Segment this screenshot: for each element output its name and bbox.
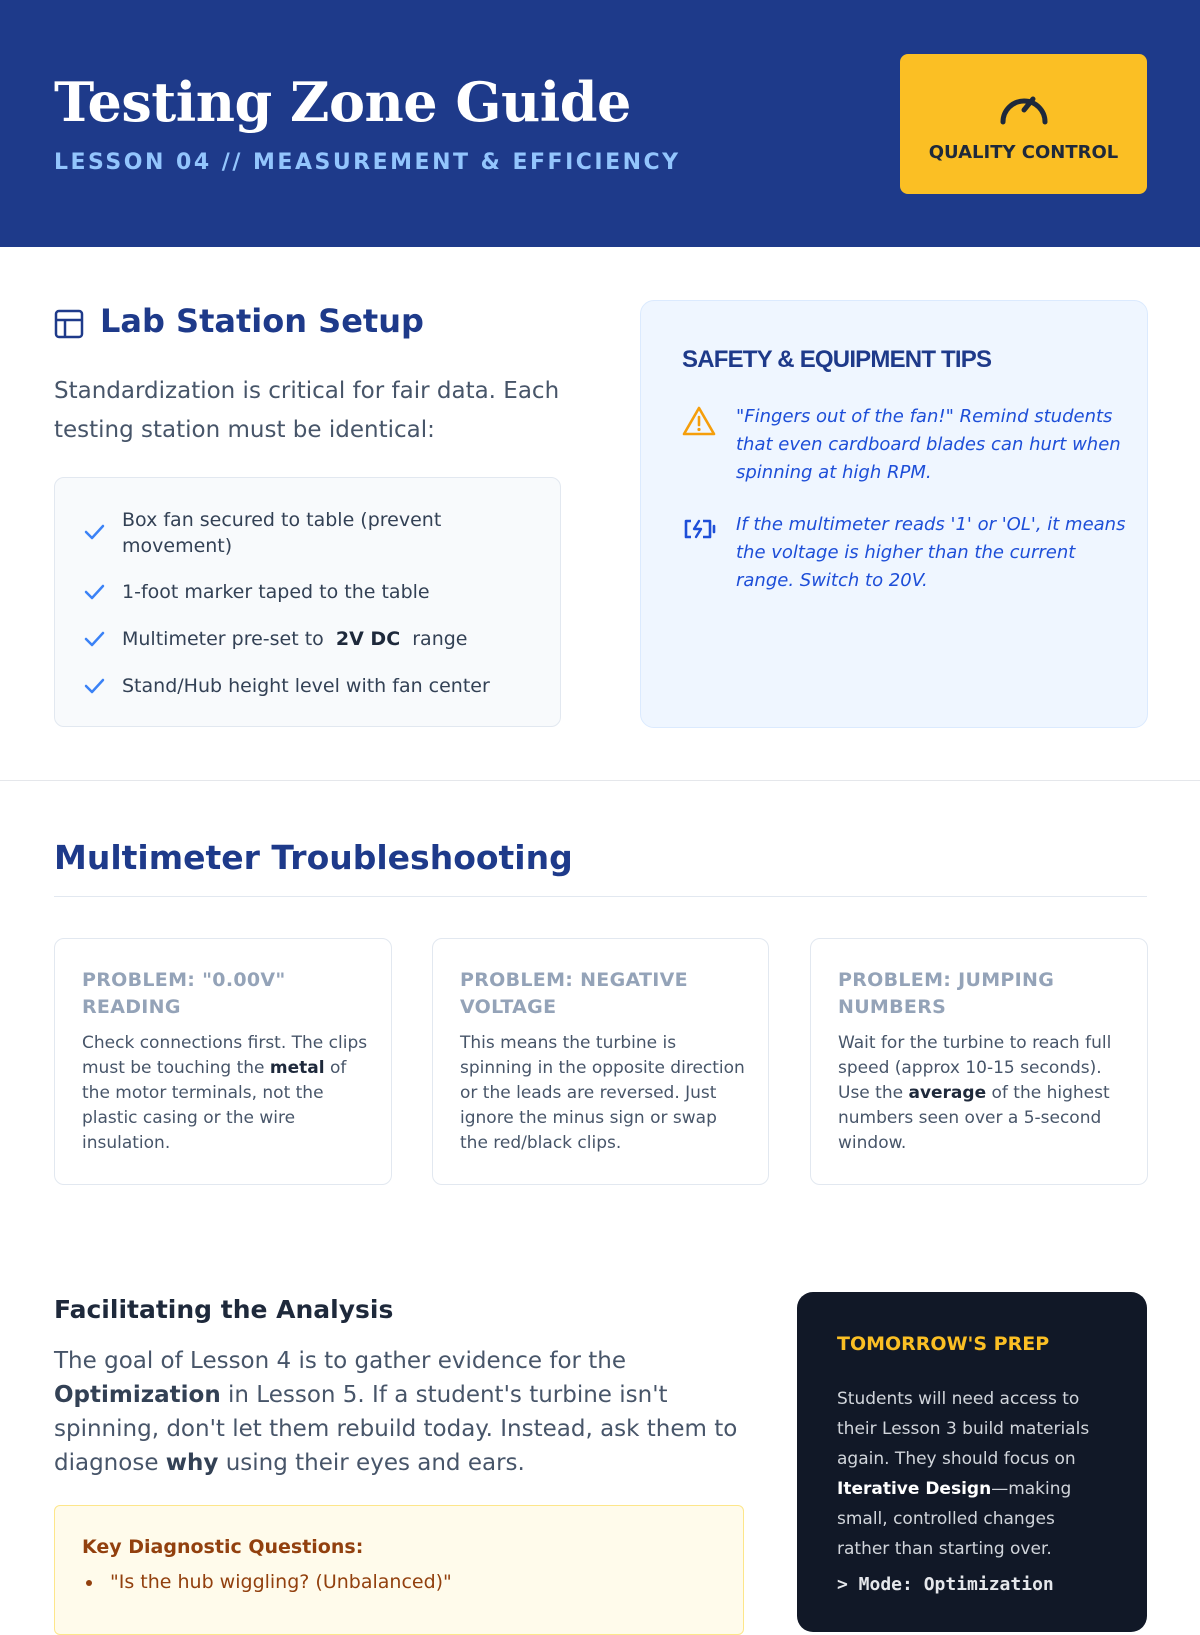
diagnostic-questions-title: Key Diagnostic Questions: (82, 1536, 364, 1558)
problem-card (432, 938, 769, 1185)
problem-card (54, 938, 392, 1185)
problem-heading: PROBLEM: JUMPING NUMBERS (838, 969, 1055, 1018)
list-item: "Is the hub wiggling? (Unbalanced)" (82, 1568, 452, 1596)
page-title: Testing Zone Guide (54, 70, 631, 134)
title-rule (54, 896, 1147, 897)
quality-control-label: QUALITY CONTROL (928, 142, 1119, 163)
section-title-lab-setup: Lab Station Setup (100, 302, 424, 340)
section-title-troubleshooting: Multimeter Troubleshooting (54, 838, 573, 877)
check-icon (83, 675, 105, 697)
checklist-item-text: 1-foot marker taped to the table (122, 581, 430, 603)
setup-checklist (54, 477, 561, 727)
checklist-item-text: Stand/Hub height level with fan center (122, 675, 490, 697)
analysis-paragraph: The goal of Lesson 4 is to gather evidence for the Optimization in Lesson 5. If a student's turbine isn't spinning, don't let them rebuild today. Instead, ask them to diagnose why using their eyes and ears. (54, 1348, 738, 1476)
page-header (0, 0, 1200, 247)
checklist-item-text: Multimeter pre-set to 2V DC range (122, 628, 468, 650)
section-title-analysis: Facilitating the Analysis (54, 1295, 394, 1324)
prep-title: TOMORROW'S PREP (837, 1333, 1050, 1355)
safety-tips-title: SAFETY & EQUIPMENT TIPS (682, 346, 992, 373)
section-divider (0, 780, 1200, 781)
range-value: 2V DC (335, 628, 401, 650)
check-icon (83, 628, 105, 650)
problem-heading: PROBLEM: "0.00V" READING (82, 969, 286, 1018)
problem-body: Wait for the turbine to reach full speed (approx 10-15 seconds). Use the average of the highest numbers seen over a 5-second window. (838, 1033, 1112, 1153)
problem-body: This means the turbine is spinning in the opposite direction or the leads are reversed. Just ignore the minus sign or swap the red/black clips. (460, 1033, 745, 1153)
safety-tip-text: If the multimeter reads '1' or 'OL', it means the voltage is higher than the current range. Switch to 20V. (736, 514, 1126, 591)
gauge-icon (997, 84, 1051, 128)
problem-heading: PROBLEM: NEGATIVE VOLTAGE (460, 969, 688, 1018)
checklist-item-text: Box fan secured to table (prevent movement) (122, 509, 442, 557)
check-icon (83, 521, 105, 543)
warning-icon (682, 405, 716, 437)
tomorrows-prep-card (797, 1292, 1147, 1632)
safety-tip-text: "Fingers out of the fan!" Remind students that even cardboard blades can hurt when spinning at high RPM. (736, 406, 1121, 483)
check-icon (83, 581, 105, 603)
prep-body: Students will need access to their Lesson 3 build materials again. They should focus on Iterative Design—making small, controlled changes rather than starting over. (837, 1389, 1090, 1559)
lesson-subtitle: LESSON 04 // MEASUREMENT & EFFICIENCY (54, 150, 681, 175)
problem-body: Check connections first. The clips must be touching the metal of the motor terminals, not the plastic casing or the wire insulation. (82, 1033, 368, 1153)
diagnostic-questions-list (82, 1568, 452, 1596)
safety-tips-card (640, 300, 1148, 728)
quality-control-badge (900, 54, 1147, 194)
diagnostic-questions-box (54, 1505, 744, 1635)
lab-intro-text: Standardization is critical for fair data. Each testing station must be identical: (54, 378, 560, 443)
battery-charging-icon (682, 513, 716, 545)
problem-card (810, 938, 1148, 1185)
mode-readout: > Mode: Optimization (837, 1574, 1054, 1595)
layout-icon (54, 309, 84, 339)
